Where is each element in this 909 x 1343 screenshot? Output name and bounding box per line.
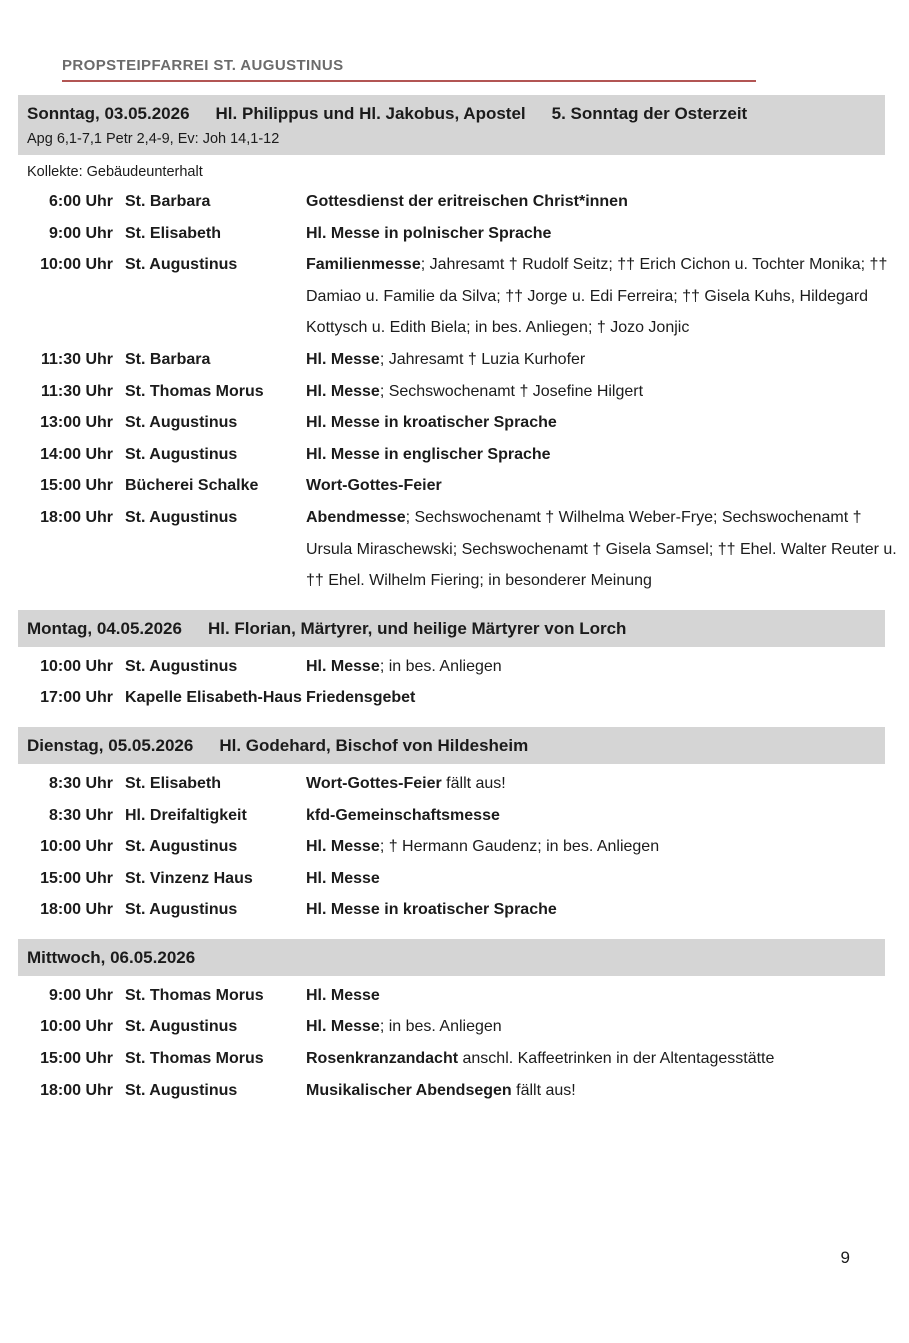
service-name: Hl. Messe: [306, 869, 380, 887]
location-cell: Hl. Dreifaltigkeit: [125, 806, 247, 824]
location-cell: St. Barbara: [125, 193, 211, 210]
schedule-row: [0, 768, 909, 800]
location-cell: St. Thomas Morus: [125, 986, 264, 1004]
location-cell: St. Augustinus: [125, 1081, 238, 1099]
time-cell: 9:00 Uhr: [48, 224, 113, 242]
schedule-row: [0, 682, 909, 714]
schedule-row: [0, 831, 909, 863]
time-cell: 14:00 Uhr: [40, 445, 113, 463]
service-name: Wort-Gottes-Feier: [306, 774, 442, 792]
location-cell: St. Augustinus: [125, 414, 238, 432]
location-cell: St. Vinzenz Haus: [125, 869, 253, 887]
time-cell: 18:00 Uhr: [40, 1081, 113, 1099]
description-cell: [306, 863, 901, 895]
service-detail: ; Jahresamt † Luzia Kurhofer: [379, 350, 586, 368]
location-cell: St. Augustinus: [125, 1018, 238, 1036]
location-cell: St. Augustinus: [125, 508, 238, 526]
service-detail: anschl. Kaffeetrinken in der Altentagesstätte: [458, 1050, 775, 1068]
day-header-bar: [18, 610, 885, 647]
time-cell: 10:00 Uhr: [40, 657, 113, 675]
service-name: Hl. Messe in kroatischer Sprache: [306, 901, 557, 919]
service-name: Hl. Messe in polnischer Sprache: [306, 224, 552, 242]
service-detail: ; Sechswochenamt † Josefine Hilgert: [379, 382, 644, 400]
day-season: 5. Sonntag der Osterzeit: [551, 104, 748, 123]
schedule-row: [0, 1043, 909, 1075]
day-section: [0, 610, 909, 714]
service-name: Gottesdienst der eritreischen Christ*innen: [306, 193, 628, 210]
day-date: Montag, 04.05.2026: [27, 618, 182, 638]
time-cell: 17:00 Uhr: [40, 689, 113, 707]
schedule-row: [0, 249, 909, 344]
description-cell: [306, 980, 901, 1012]
day-title-line: [27, 943, 876, 972]
schedule-row: [0, 1011, 909, 1043]
day-title-line: [27, 731, 876, 760]
service-name: kfd-Gemeinschaftsmesse: [306, 806, 500, 824]
location-cell: St. Augustinus: [125, 445, 238, 463]
description-cell: [306, 249, 901, 344]
description-cell: [306, 186, 901, 218]
day-feast: Hl. Florian, Märtyrer, und heilige Märtyrer von Lorch: [207, 618, 627, 638]
day-header-bar: [18, 95, 885, 155]
service-name: Abendmesse: [306, 508, 406, 526]
service-detail: ; in bes. Anliegen: [379, 1018, 502, 1036]
service-detail: ; † Hermann Gaudenz; in bes. Anliegen: [379, 838, 660, 856]
schedule-row: [0, 651, 909, 683]
time-cell: 18:00 Uhr: [40, 901, 113, 919]
location-cell: St. Augustinus: [125, 657, 238, 675]
service-name: Hl. Messe: [306, 838, 380, 856]
day-title-line: [27, 99, 876, 128]
day-header-bar: [18, 939, 885, 976]
day-date: Sonntag, 03.05.2026: [27, 104, 190, 123]
description-cell: [306, 894, 901, 926]
schedule-row: [0, 502, 909, 597]
description-cell: [306, 1011, 901, 1043]
day-entries: [0, 186, 909, 597]
location-cell: St. Augustinus: [125, 256, 238, 274]
location-cell: Kapelle Elisabeth-Haus: [125, 689, 302, 707]
day-section: [0, 727, 909, 926]
description-cell: [306, 502, 901, 597]
schedule-row: [0, 218, 909, 250]
day-date: Dienstag, 05.05.2026: [27, 735, 194, 755]
description-cell: [306, 344, 901, 376]
service-detail: ; Jahresamt † Rudolf Seitz; †† Erich Cichon u. Tochter Monika; †† Damiao u. Familie da Silva; †† Jorge u. Edi Ferreira; †† Gisela Kuhs, Hildegard Kottysch u. Edith Biela; in bes. Anliegen; † Jozo Jonjic: [306, 256, 888, 337]
location-cell: St. Thomas Morus: [125, 382, 264, 400]
time-cell: 15:00 Uhr: [40, 869, 113, 887]
time-cell: 10:00 Uhr: [40, 1018, 113, 1036]
time-cell: 11:30 Uhr: [40, 350, 113, 368]
schedule-row: [0, 186, 909, 218]
time-cell: 13:00 Uhr: [40, 414, 113, 432]
schedule-row: [0, 1075, 909, 1107]
day-entries: [0, 768, 909, 926]
service-detail: fällt aus!: [441, 774, 506, 792]
description-cell: [306, 831, 901, 863]
description-cell: [306, 1043, 901, 1075]
service-detail: ; in bes. Anliegen: [379, 657, 502, 675]
location-cell: St. Elisabeth: [125, 774, 222, 792]
description-cell: [306, 470, 901, 502]
service-detail: fällt aus!: [511, 1081, 576, 1099]
day-entries: [0, 980, 909, 1106]
time-cell: 18:00 Uhr: [40, 508, 113, 526]
location-cell: Bücherei Schalke: [125, 477, 259, 495]
service-name: Hl. Messe in englischer Sprache: [306, 445, 551, 463]
schedule-row: [0, 894, 909, 926]
day-entries: [0, 651, 909, 714]
service-name: Hl. Messe: [306, 382, 380, 400]
location-cell: St. Barbara: [125, 350, 211, 368]
description-cell: [306, 768, 901, 800]
service-name: Hl. Messe in kroatischer Sprache: [306, 414, 557, 432]
collection-note: Kollekte: Gebäudeunterhalt: [27, 164, 203, 180]
description-cell: [306, 407, 901, 439]
time-cell: 8:30 Uhr: [48, 806, 113, 824]
schedule-row: [0, 376, 909, 408]
schedule-row: [0, 407, 909, 439]
day-feast: Hl. Godehard, Bischof von Hildesheim: [219, 735, 529, 755]
service-detail: ; Sechswochenamt † Wilhelma Weber-Frye; Sechswochenamt † Ursula Miraschewski; Sechswochenamt † Gisela Samsel; †† Ehel. Walter Reuter u. †† Ehel. Wilhelm Fiering; in besonderer Meinung: [306, 508, 897, 590]
schedule-row: [0, 470, 909, 502]
parish-header: PROPSTEIPFARREI ST. AUGUSTINUS: [62, 56, 756, 82]
location-cell: St. Elisabeth: [125, 224, 222, 242]
service-name: Familienmesse: [306, 256, 421, 274]
description-cell: [306, 800, 901, 832]
location-cell: St. Augustinus: [125, 901, 238, 919]
description-cell: [306, 218, 901, 250]
day-feast: Hl. Philippus und Hl. Jakobus, Apostel: [215, 104, 526, 123]
schedule-row: [0, 980, 909, 1012]
description-cell: [306, 439, 901, 471]
time-cell: 6:00 Uhr: [48, 193, 113, 210]
location-cell: St. Augustinus: [125, 838, 238, 856]
service-name: Hl. Messe: [306, 350, 380, 368]
schedule-row: [0, 344, 909, 376]
schedule-row: [0, 800, 909, 832]
service-name: Musikalischer Abendsegen: [306, 1081, 512, 1099]
service-name: Hl. Messe: [306, 986, 380, 1004]
day-section: [0, 95, 909, 597]
service-name: Rosenkranzandacht: [306, 1050, 459, 1068]
day-title-line: [27, 614, 876, 643]
time-cell: 10:00 Uhr: [40, 838, 113, 856]
time-cell: 11:30 Uhr: [40, 382, 113, 400]
time-cell: 8:30 Uhr: [48, 774, 113, 792]
day-header-bar: [18, 727, 885, 764]
service-name: Hl. Messe: [306, 1018, 380, 1036]
schedule-row: [0, 439, 909, 471]
page-number: 9: [840, 1248, 850, 1267]
service-name: Friedensgebet: [306, 689, 416, 707]
location-cell: St. Thomas Morus: [125, 1050, 264, 1068]
schedule-row: [0, 863, 909, 895]
time-cell: 15:00 Uhr: [40, 477, 113, 495]
day-readings: Apg 6,1-7,1 Petr 2,4-9, Ev: Joh 14,1-12: [27, 131, 280, 147]
description-cell: [306, 376, 901, 408]
description-cell: [306, 1075, 901, 1107]
service-name: Hl. Messe: [306, 657, 380, 675]
day-section: [0, 939, 909, 1106]
time-cell: 10:00 Uhr: [40, 256, 113, 274]
description-cell: [306, 682, 901, 714]
time-cell: 9:00 Uhr: [48, 986, 113, 1004]
service-name: Wort-Gottes-Feier: [306, 477, 442, 495]
bulletin-schedule: [0, 95, 909, 1106]
time-cell: 15:00 Uhr: [40, 1050, 113, 1068]
description-cell: [306, 651, 901, 683]
day-date: Mittwoch, 06.05.2026: [27, 947, 196, 967]
